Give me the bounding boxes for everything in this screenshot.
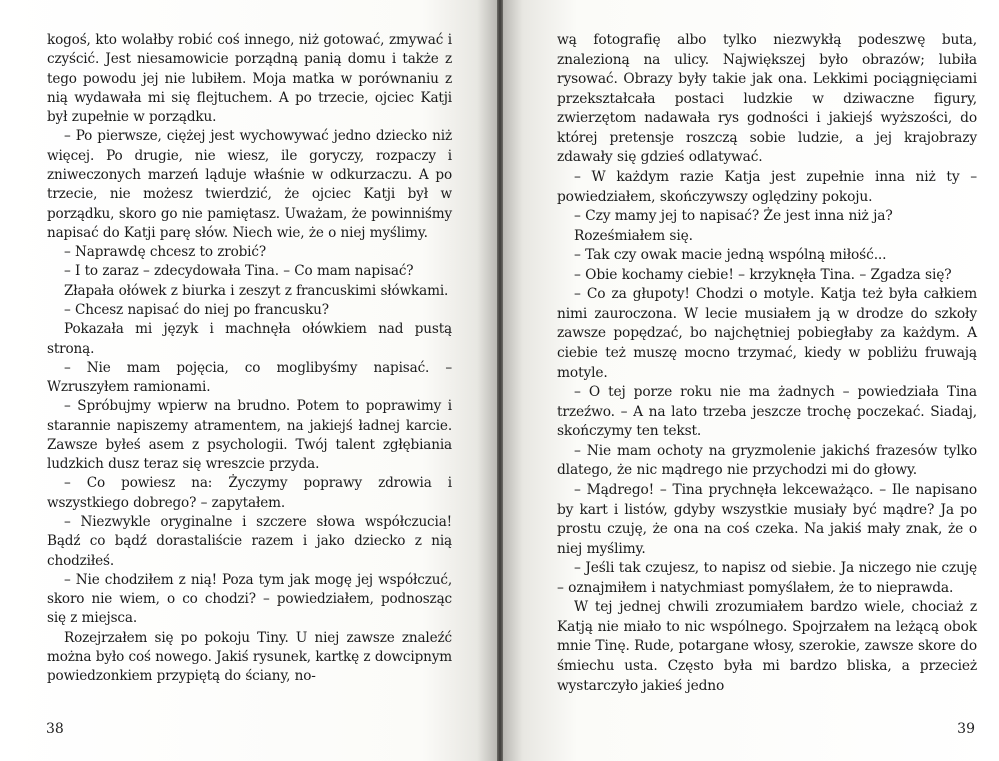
paragraph: – Obie kochamy ciebie! – krzyknęła Tina. – Zgadza się? (574, 266, 952, 283)
paragraph: – Co za głupoty! Chodzi o motyle. Katja też była całkiem nimi zauroczona. W lecie musiałem ją w drodze do szkoły zawsze popędzać, bo najchętniej pobiegłaby za każdym. A ciebie też muszę mocno trzymać, kiedy w pobliżu fruwają motyle. (557, 286, 977, 381)
left-page-text (47, 31, 452, 687)
paragraph: – Nie chodziłem z nią! Poza tym jak mogę jej współczuć, skoro nie wiem, o co chodzi? – powiedziałem, podnosząc się z miejsca. (47, 571, 452, 627)
paragraph: – Nie mam pojęcia, co moglibyśmy napisać. – Wzruszyłem ramionami. (47, 359, 452, 396)
paragraph: Rozejrzałem się po pokoju Tiny. U niej zawsze znaleźć można było coś nowego. Jakiś rysunek, kartkę z dowcipnym powiedzonkiem przypiętą do ściany, no- (47, 629, 452, 685)
paragraph: kogoś, kto wolałby robić coś innego, niż gotować, zmywać i czyścić. Jest niesamowicie porządną panią domu i także z tego powodu jej nie lubiłem. Moja matka w porównaniu z nią wydawała mi się flejtuchem. A po trzecie, ojciec Katji był zupełnie w porządku. (47, 32, 452, 126)
paragraph: – Co powiesz na: Życzymy poprawy zdrowia i wszystkiego dobrego? – zapytałem. (47, 475, 452, 511)
page-number-left: 38 (46, 721, 64, 737)
right-page-text (557, 31, 977, 696)
paragraph: – Niezwykle oryginalne i szczere słowa współczucia! Bądź co bądź dorastaliście razem i jako dziecko z nią chodziłeś. (47, 514, 452, 569)
paragraph: Złapała ołówek z biurka i zeszyt z francuskimi słówkami. (64, 282, 449, 299)
paragraph: – I to zaraz – zdecydowała Tina. – Co mam napisać? (64, 263, 414, 280)
right-page (503, 0, 999, 761)
paragraph: – Jeśli tak czujesz, to napisz od siebie. Ja niczego nie czuję – oznajmiłem i natychmiast pomyślałem, że to nieprawda. (557, 560, 977, 596)
paragraph: – W każdym razie Katja jest zupełnie inna niż ty – powiedziałem, skończywszy oględziny pokoju. (557, 168, 977, 205)
paragraph: Roześmiałem się. (574, 227, 693, 244)
left-page (0, 0, 497, 761)
paragraph: Pokazała mi język i machnęła ołówkiem nad pustą stroną. (47, 321, 452, 357)
paragraph: – Spróbujmy wpierw na brudno. Potem to poprawimy i starannie napiszemy atramentem, na jakiejś ładnej karcie. Zawsze byłeś asem z psychologii. Twój talent zgłębiania ludzkich dusz teraz się wreszcie przyda. (47, 398, 452, 473)
paragraph: wą fotografię albo tylko niezwykłą podeszwę buta, znalezioną na ulicy. Największej było obrazów; lubiła rysować. Obrazy były takie jak ona. Lekkimi pociągnięciami przekształcała postaci ludzkie w dziwaczne figury, zwierzętom nadawała rys godności i jakiejś wyższości, do której pretensje roszczą sobie ludzie, a jej krajobrazy zdawały się gdzieś odlatywać. (557, 32, 977, 166)
paragraph: – Nie mam ochoty na gryzmolenie jakichś frazesów tylko dlatego, że nic mądrego nie przychodzi mi do głowy. (557, 442, 977, 479)
paragraph: – O tej porze roku nie ma żadnych – powiedziała Tina trzeźwo. – A na lato trzeba jeszcze trochę poczekać. Siadaj, skończymy ten tekst. (557, 384, 977, 440)
paragraph: – Chcesz napisać do niej po francusku? (64, 301, 329, 318)
page-number-right: 39 (957, 721, 975, 737)
paragraph: W tej jednej chwili zrozumiałem bardzo wiele, chociaż z Katją nie miało to nic wspólnego. Spojrzałem na leżącą obok mnie Tinę. Rude, potargane włosy, szerokie, zawsze skore do śmiechu usta. Często była mi bardzo bliska, a przecież wystarczyło jakieś jedno (557, 599, 977, 694)
paragraph: – Tak czy owak macie jedną wspólną miłość... (574, 247, 887, 264)
paragraph: – Po pierwsze, ciężej jest wychowywać jedno dziecko niż więcej. Po drugie, nie wiesz, ile goryczy, rozpaczy i zniweczonych marzeń ląduje właśnie w odkurzaczu. A po trzecie, nie możesz twierdzić, że ojciec Katji był w porządku, skoro go nie pamiętasz. Uważam, że powinniśmy napisać do Katji parę słów. Niech wie, że o niej myślimy. (47, 128, 452, 241)
paragraph: – Naprawdę chcesz to zrobić? (64, 244, 266, 261)
paragraph: – Czy mamy jej to napisać? Że jest inna niż ja? (574, 208, 893, 225)
paragraph: – Mądrego! – Tina prychnęła lekceważąco. – Ile napisano by kart i listów, gdyby wszystkie musiały być mądre? Ja po prostu czuję, że ona na coś czeka. Na jakiś mały znak, że o niej myślimy. (557, 481, 977, 557)
